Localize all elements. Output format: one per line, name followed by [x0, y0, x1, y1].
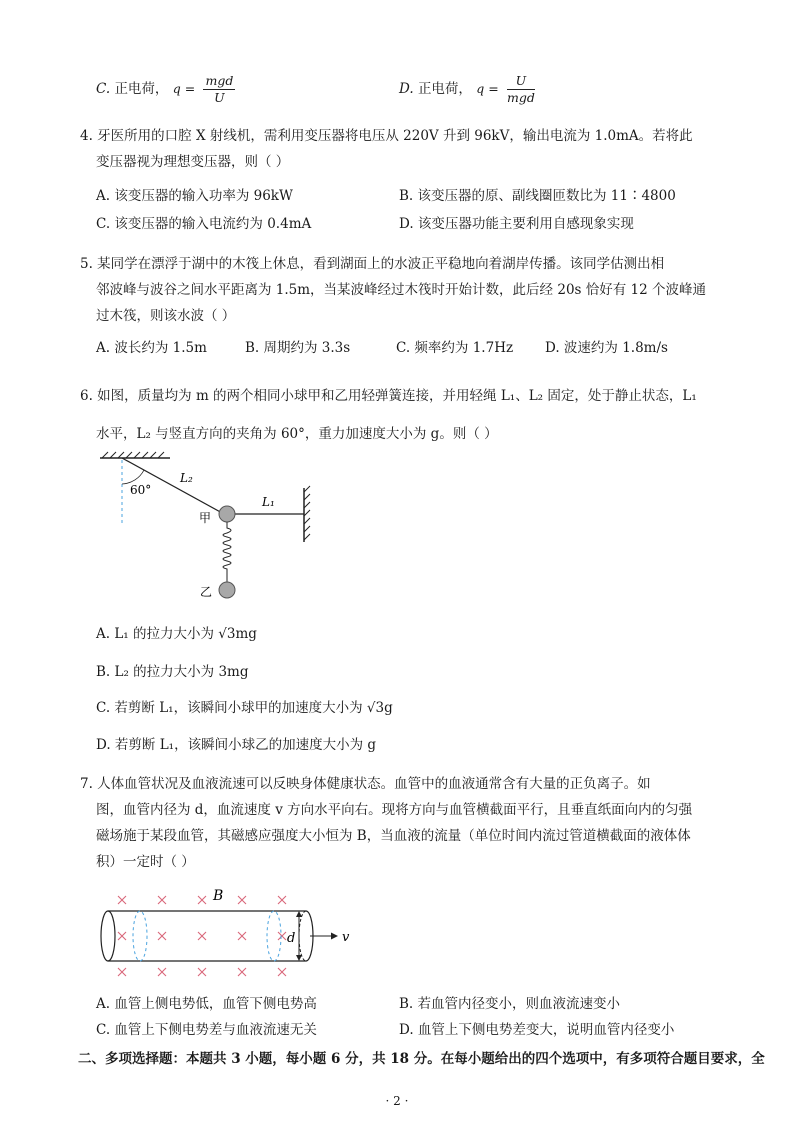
q7-cross-section-right: [267, 911, 281, 961]
q7-field-label-b: B: [213, 888, 224, 904]
q7-stem-line-4: 积）一定时（ ）: [96, 854, 195, 870]
q3-option-d: [399, 74, 539, 105]
q5-stem-line-3: 过木筏，则该水波（ ）: [96, 308, 236, 324]
section-2-heading: 二、多项选择题：本题共 3 小题，每小题 6 分，共 18 分。在每小题给出的四个选项中，有多项符合题目要求，全: [78, 1051, 765, 1067]
page-number: · 2 ·: [385, 1094, 409, 1108]
q3-option-d-letter: D.: [399, 81, 414, 97]
q6-angle-label: 60°: [130, 483, 152, 497]
q6-l1-label: L₁: [262, 495, 275, 509]
q6-option-a: A. L₁ 的拉力大小为 √3mg: [96, 626, 257, 642]
q5-option-d: D. 波速约为 1.8m/s: [545, 340, 668, 356]
q7-stem-line-1: 7. 人体血管状况及血液流速可以反映身体健康状态。血管中的血液通常含有大量的正负离子。如: [80, 776, 651, 792]
q3-option-d-lhs: q =: [476, 81, 499, 96]
q7-option-a: A. 血管上侧电势低，血管下侧电势高: [96, 996, 317, 1012]
q5-option-b: B. 周期约为 3.3s: [245, 340, 351, 356]
q6-stem-line-1: 6. 如图，质量均为 m 的两个相同小球甲和乙用轻弹簧连接，并用轻绳 L₁、L₂ 固定，处于静止状态，L₁: [80, 388, 697, 404]
q3-option-c-text: 正电荷，: [114, 81, 169, 97]
q7-velocity-label: v: [342, 930, 350, 945]
q5-stem-line-1: 5. 某同学在漂浮于湖中的木筏上休息，看到湖面上的水波正平稳地向着湖岸传播。该同学估测出相: [80, 256, 665, 272]
q6-option-c: C. 若剪断 L₁，该瞬间小球甲的加速度大小为 √3g: [96, 700, 393, 716]
q3-option-d-denominator: mgd: [506, 90, 535, 105]
q7-magnetic-field-crosses: [118, 896, 286, 976]
q7-diameter-label: d: [287, 931, 296, 946]
q4-stem-line-1: 4. 牙医所用的口腔 X 射线机，需利用变压器将电压从 220V 升到 96kV，输出电流为 1.0mA。若将此: [80, 128, 693, 144]
q7-figure: [96, 880, 376, 988]
q7-stem-line-3: 磁场施于某段血管，其磁感应强度大小恒为 B，当血液的流量（单位时间内流过管道横截面的液体体: [96, 828, 691, 844]
q5-option-a: A. 波长约为 1.5m: [96, 340, 207, 356]
q5-stem-line-2: 邻波峰与波谷之间水平距离为 1.5m，当某波峰经过木筏时开始计数，此后经 20s 恰好有 12 个波峰通: [96, 282, 707, 298]
q6-option-d: D. 若剪断 L₁，该瞬间小球乙的加速度大小为 g: [96, 737, 377, 753]
q4-stem-line-2: 变压器视为理想变压器，则（ ）: [96, 154, 290, 170]
q3-option-c-letter: C.: [96, 81, 111, 97]
q4-option-b: B. 该变压器的原、副线圈匝数比为 11∶4800: [399, 188, 676, 204]
q5-option-c: C. 频率约为 1.7Hz: [396, 340, 514, 356]
q3-option-c-numerator: mgd: [205, 73, 234, 88]
q6-figure: [96, 448, 326, 608]
q6-l2-label: L₂: [180, 471, 193, 485]
q6-stem-line-2: 水平，L₂ 与竖直方向的夹角为 60°，重力加速度大小为 g。则（ ）: [96, 426, 498, 442]
q3-option-c-denominator: U: [214, 90, 225, 105]
q6-ball-jia-label: 甲: [199, 511, 212, 525]
q4-option-c: C. 该变压器的输入电流约为 0.4mA: [96, 216, 312, 232]
q3-option-c-fraction: [203, 74, 235, 105]
q7-option-b: B. 若血管内径变小，则血液流速变小: [399, 996, 621, 1012]
q4-option-d: D. 该变压器功能主要利用自感现象实现: [399, 216, 634, 232]
q7-vessel-left-end: [101, 911, 115, 961]
q6-spring: [223, 522, 231, 582]
q7-option-d: D. 血管上下侧电势差变大，说明血管内径变小: [399, 1022, 675, 1038]
q3-option-c-lhs: q =: [172, 81, 196, 96]
q7-option-c: C. 血管上下侧电势差与血液流速无关: [96, 1022, 317, 1038]
q6-ball-yi: [219, 582, 235, 598]
q7-cross-section-left: [133, 911, 147, 961]
q3-option-d-numerator: U: [507, 74, 535, 90]
q4-option-a: A. 该变压器的输入功率为 96kW: [96, 188, 293, 204]
q3-option-d-text: 正电荷，: [417, 81, 472, 97]
q6-ball-yi-label: 乙: [200, 585, 213, 599]
q7-stem-line-2: 图，血管内径为 d，血流速度 v 方向水平向右。现将方向与血管横截面平行，且垂直纸面向内的匀强: [96, 802, 693, 818]
q6-ball-jia: [219, 506, 235, 522]
q3-option-d-fraction: [507, 74, 535, 105]
q6-option-b: B. L₂ 的拉力大小为 3mg: [96, 664, 249, 680]
q3-option-c: [96, 74, 239, 105]
